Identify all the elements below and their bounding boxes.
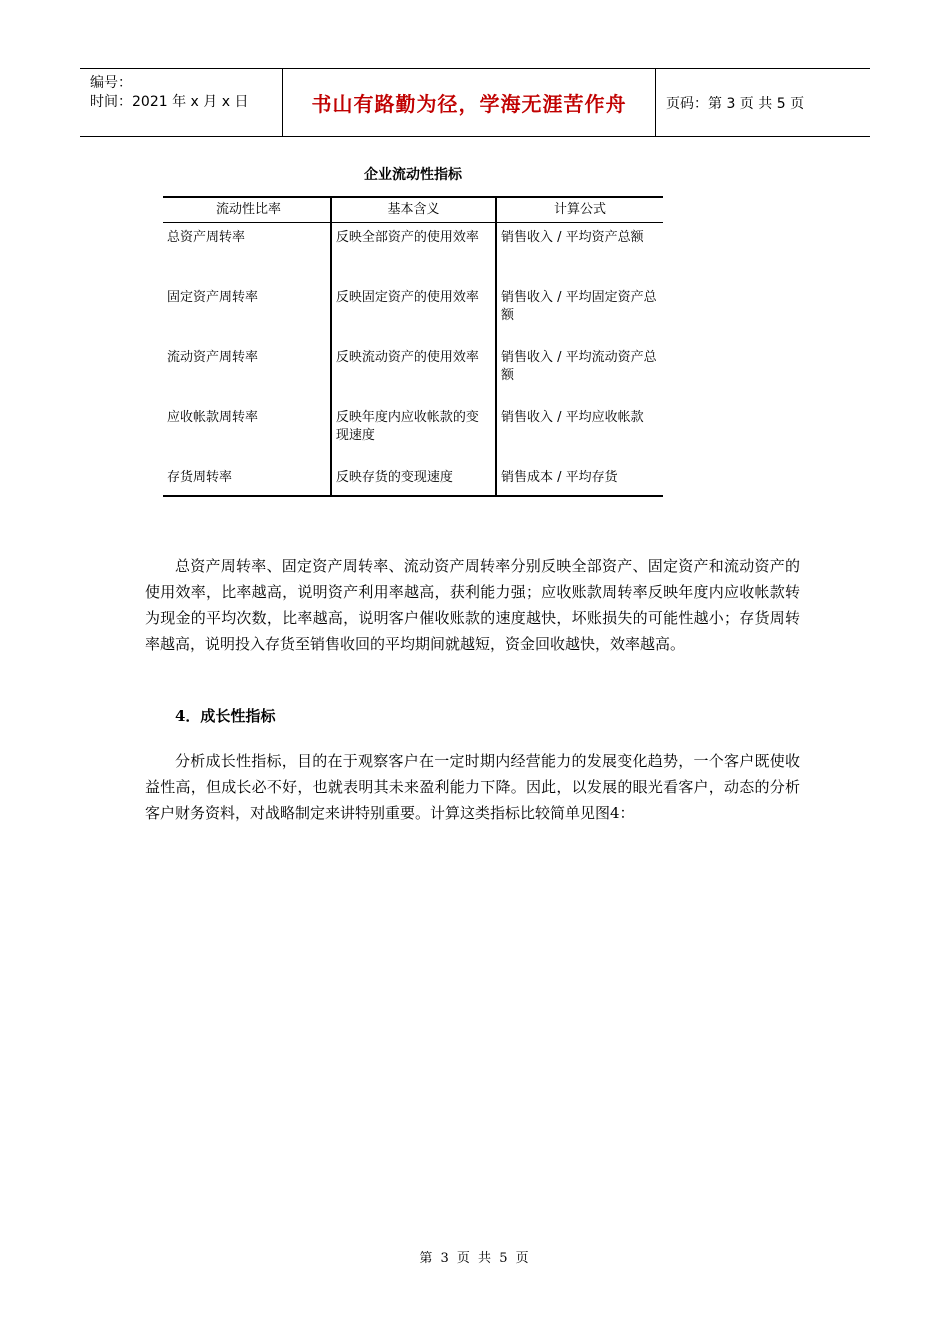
table-cell: 反映全部资产的使用效率 — [331, 223, 496, 284]
column-header: 计算公式 — [496, 197, 663, 223]
table-cell: 销售收入 / 平均固定资产总额 — [501, 290, 657, 323]
section-heading: 4．成长性指标 — [175, 707, 276, 725]
document-date: 时间：2021 年 x 月 x 日 — [90, 94, 249, 110]
header-meta — [80, 69, 282, 136]
table-row — [163, 223, 663, 284]
paragraph-liquidity-explanation: 总资产周转率、固定资产周转率、流动资产周转率分别反映全部资产、固定资产和流动资产的使用效率，比率越高，说明资产利用率越高，获利能力强；应收账款周转率反映年度内应收帐款转为现金的平均次数，比率越高，说明客户催收账款的速度越快，坏账损失的可能性越小；存货周转率越高，说明投入存货至销售收回的平均期间就越短，资金回收越快，效率越高。 — [145, 557, 800, 653]
table-cell: 总资产周转率 — [167, 230, 246, 245]
table-cell: 固定资产周转率 — [167, 290, 259, 305]
header-page-number: 页码：第 3 页 共 5 页 — [666, 95, 805, 112]
table-cell: 反映流动资产的使用效率 — [331, 343, 496, 403]
table-cell: 销售成本 / 平均存货 — [496, 463, 663, 496]
column-header: 基本含义 — [331, 197, 496, 223]
page-footer: 第 3 页 共 5 页 — [419, 1251, 531, 1266]
paragraph-growth-indicators: 分析成长性指标，目的在于观察客户在一定时期内经营能力的发展变化趋势，一个客户既使收益性高，但成长必不好，也就表明其未来盈利能力下降。因此，以发展的眼光看客户，动态的分析客户财务资料，对战略制定来讲特别重要。计算这类指标比较简单见图4： — [145, 752, 800, 822]
table-cell: 反映固定资产的使用效率 — [331, 283, 496, 343]
table-cell: 销售收入 / 平均资产总额 — [501, 230, 644, 245]
table-cell: 应收帐款周转率 — [167, 410, 259, 425]
table-row — [163, 343, 663, 403]
header-motto: 书山有路勤为径，学海无涯苦作舟 — [282, 69, 656, 136]
table-cell: 流动资产周转率 — [167, 350, 259, 365]
document-number-label: 编号： — [90, 75, 132, 91]
table-row — [163, 463, 663, 496]
liquidity-table — [163, 196, 663, 497]
table-row — [163, 283, 663, 343]
column-header: 流动性比率 — [163, 197, 331, 223]
page-header — [80, 68, 870, 137]
table-cell: 反映年度内应收帐款的变现速度 — [331, 403, 496, 463]
table-row — [163, 403, 663, 463]
table-header-row — [163, 197, 663, 223]
table-cell: 销售收入 / 平均流动资产总额 — [501, 350, 657, 383]
table-cell: 销售收入 / 平均应收帐款 — [501, 410, 644, 425]
table-cell: 反映存货的变现速度 — [331, 463, 496, 496]
table-cell: 存货周转率 — [163, 463, 331, 496]
table-title: 企业流动性指标 — [364, 167, 462, 183]
